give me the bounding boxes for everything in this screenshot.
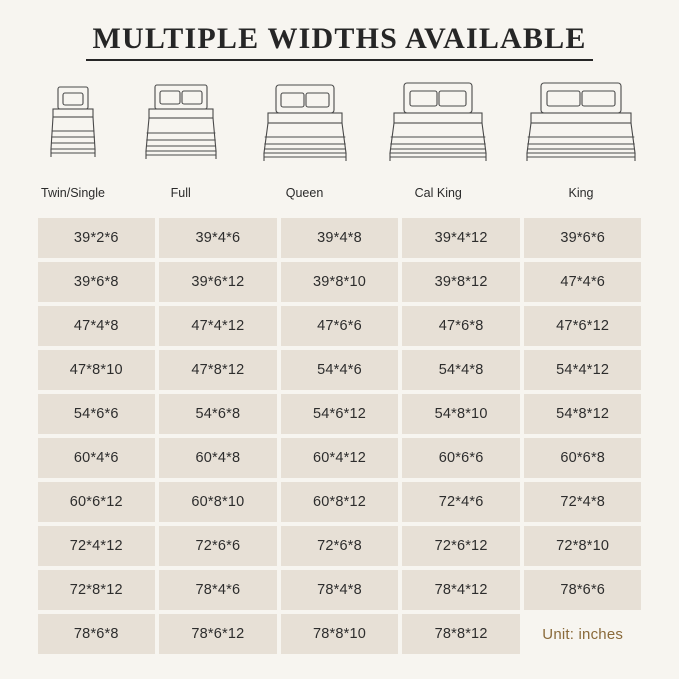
size-cell[interactable]: 60*8*10 [159,482,277,522]
size-cell[interactable]: 60*6*8 [524,438,642,478]
size-cell[interactable]: 47*8*10 [38,350,156,390]
bed-twin-icon [34,77,112,177]
size-cell[interactable]: 60*4*6 [38,438,156,478]
size-cell[interactable]: 39*8*12 [402,262,520,302]
size-cell[interactable]: 54*8*10 [402,394,520,434]
bed-option-full [131,77,231,200]
bed-icon-row [0,61,679,200]
size-cell[interactable]: 39*6*6 [524,218,642,258]
size-cell[interactable]: 54*4*8 [402,350,520,390]
size-grid [38,218,642,654]
bed-label: Twin/Single [41,186,105,200]
size-cell[interactable]: 78*8*12 [402,614,520,654]
size-cell[interactable]: 78*4*6 [159,570,277,610]
size-cell[interactable]: 39*4*8 [281,218,399,258]
bed-label: King [568,186,594,200]
bed-option-twin [34,77,112,200]
size-cell[interactable]: 39*2*6 [38,218,156,258]
size-cell[interactable]: 54*4*6 [281,350,399,390]
size-cell[interactable]: 39*8*10 [281,262,399,302]
size-cell[interactable]: 60*4*12 [281,438,399,478]
size-cell[interactable]: 54*6*8 [159,394,277,434]
size-cell[interactable]: 39*4*6 [159,218,277,258]
bed-option-king [517,77,645,200]
size-cell[interactable]: 39*6*12 [159,262,277,302]
size-cell[interactable]: 47*4*6 [524,262,642,302]
size-cell[interactable]: 72*8*10 [524,526,642,566]
size-cell[interactable]: 47*6*6 [281,306,399,346]
size-cell[interactable]: 78*8*10 [281,614,399,654]
size-cell[interactable]: 47*4*8 [38,306,156,346]
size-cell[interactable]: 72*4*12 [38,526,156,566]
size-cell[interactable]: 54*8*12 [524,394,642,434]
size-cell[interactable]: 72*8*12 [38,570,156,610]
size-cell[interactable]: 72*4*6 [402,482,520,522]
size-cell[interactable]: 60*8*12 [281,482,399,522]
size-cell[interactable]: 39*6*8 [38,262,156,302]
size-cell[interactable]: 54*6*12 [281,394,399,434]
bed-label: Queen [285,186,324,200]
title-container [0,0,679,61]
size-cell[interactable]: 72*6*6 [159,526,277,566]
size-cell[interactable]: 60*6*6 [402,438,520,478]
bed-full-icon [131,77,231,177]
bed-king-icon [517,77,645,177]
size-cell[interactable]: 60*6*12 [38,482,156,522]
size-cell[interactable]: 78*4*8 [281,570,399,610]
size-cell[interactable]: 72*6*12 [402,526,520,566]
bed-queen-icon [250,77,360,177]
bed-cal-king-icon [378,77,498,177]
unit-note: Unit: inches [542,625,624,643]
size-cell[interactable]: 47*4*12 [159,306,277,346]
size-cell[interactable]: 39*4*12 [402,218,520,258]
size-cell[interactable]: 47*6*12 [524,306,642,346]
size-cell[interactable]: 54*6*6 [38,394,156,434]
size-cell[interactable]: 47*8*12 [159,350,277,390]
bed-option-queen [250,77,360,200]
bed-label: Full [170,186,191,200]
size-cell[interactable]: 60*4*8 [159,438,277,478]
bed-label: Cal King [414,186,462,200]
size-cell[interactable]: 78*6*8 [38,614,156,654]
size-cell[interactable]: 47*6*8 [402,306,520,346]
size-cell[interactable]: 78*6*12 [159,614,277,654]
size-cell[interactable]: 54*4*12 [524,350,642,390]
bed-option-cal-king [378,77,498,200]
page-title: MULTIPLE WIDTHS AVAILABLE [86,22,592,61]
size-cell[interactable]: 72*6*8 [281,526,399,566]
size-cell[interactable]: 72*4*8 [524,482,642,522]
size-cell[interactable]: 78*4*12 [402,570,520,610]
size-cell[interactable]: 78*6*6 [524,570,642,610]
